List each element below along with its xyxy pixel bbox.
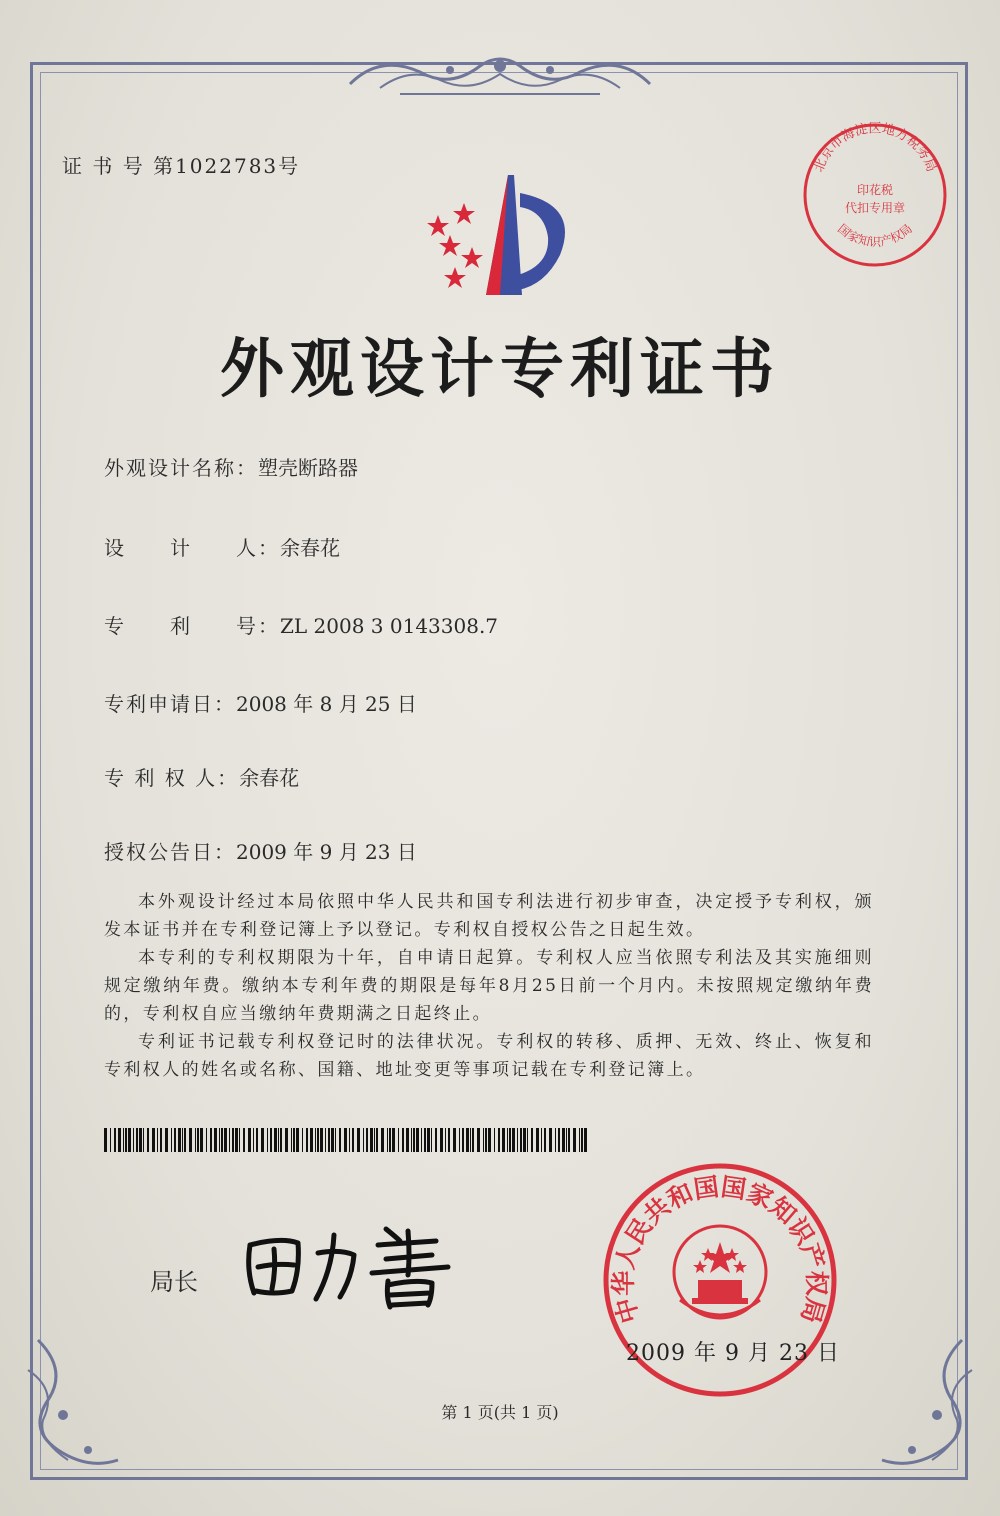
svg-text:国家知识产权局: [835, 222, 915, 249]
barcode-bar: [328, 1128, 330, 1152]
barcode-bar: [424, 1128, 426, 1152]
barcode-bar: [210, 1128, 212, 1152]
body-paragraph: 本专利的专利权期限为十年，自申请日起算。专利权人应当依照专利法及其实施细则规定缴纳年费。缴纳本专利年费的期限是每年8月25日前一个月内。未按照规定缴纳年费的，专利权自应当缴纳年费期满之日起终止。: [104, 948, 874, 1024]
barcode-bar: [184, 1128, 186, 1152]
barcode-bar: [125, 1128, 127, 1152]
barcode-bar: [459, 1128, 460, 1152]
field-value: ZL 2008 3 0143308.7: [280, 614, 499, 638]
barcode-bar: [280, 1128, 282, 1152]
barcode-bar: [157, 1128, 158, 1152]
certificate-body: [104, 888, 874, 1084]
barcode-bar: [139, 1128, 142, 1152]
barcode-bar: [178, 1128, 181, 1152]
barcode-bar: [376, 1128, 378, 1152]
barcode-bar: [171, 1128, 172, 1152]
barcode-bar: [512, 1128, 515, 1152]
barcode-bar: [398, 1128, 399, 1152]
barcode-bar: [232, 1128, 234, 1152]
barcode-bar: [462, 1128, 464, 1152]
barcode-bar: [427, 1128, 430, 1152]
field-label: 授权公告日：: [104, 840, 236, 864]
barcode-bar: [413, 1128, 415, 1152]
barcode-bar: [160, 1128, 162, 1152]
barcode-bar: [520, 1128, 522, 1152]
field-value: 2009 年 9 月 23 日: [236, 840, 417, 864]
barcode-bar: [536, 1128, 539, 1152]
field-value: 余春花: [239, 766, 300, 790]
barcode-bar: [229, 1128, 230, 1152]
director-label: 局长: [150, 1268, 198, 1296]
field-label: 专 利 权 人：: [104, 766, 240, 790]
barcode-bar: [406, 1128, 409, 1152]
barcode-bar: [502, 1128, 505, 1152]
barcode-bar: [261, 1128, 264, 1152]
barcode-bar: [147, 1128, 149, 1152]
tax-stamp-ring-text: 北京市海淀区地方税务局: [811, 121, 939, 175]
barcode-bar: [133, 1128, 134, 1152]
barcode-bar: [239, 1128, 240, 1152]
barcode-bar: [224, 1128, 227, 1152]
issue-date: 2009 年 9 月 23 日: [626, 1341, 840, 1366]
barcode-bar: [488, 1128, 491, 1152]
field-label: 专 利 号：: [104, 614, 280, 638]
barcode-bar: [558, 1128, 560, 1152]
barcode-bar: [339, 1128, 341, 1152]
barcode: [104, 1128, 592, 1152]
barcode-bar: [523, 1128, 526, 1152]
barcode-bar: [152, 1128, 155, 1152]
barcode-bar: [357, 1128, 360, 1152]
barcode-bar: [440, 1128, 443, 1152]
barcode-bar: [431, 1128, 432, 1152]
barcode-bar: [466, 1128, 469, 1152]
field-design-name: [104, 452, 358, 481]
barcode-bar: [253, 1128, 254, 1152]
barcode-bar: [411, 1128, 412, 1152]
barcode-bar: [344, 1128, 347, 1152]
barcode-bar: [310, 1128, 313, 1152]
tax-stamp-line1: 印花税: [856, 183, 894, 197]
patent-office-logo: [420, 175, 590, 300]
barcode-bar: [136, 1128, 138, 1152]
certificate-title: 外观设计专利证书: [220, 332, 780, 407]
barcode-bar: [445, 1128, 446, 1152]
barcode-bar: [387, 1128, 388, 1152]
field-grant-date: [104, 836, 417, 865]
barcode-bar: [392, 1128, 395, 1152]
top-ornament: [340, 44, 660, 106]
barcode-bar: [352, 1128, 354, 1152]
barcode-bar: [285, 1128, 288, 1152]
barcode-bar: [573, 1128, 576, 1152]
barcode-bar: [110, 1128, 111, 1152]
barcode-bar: [165, 1128, 168, 1152]
body-paragraph: 专利证书记载专利权登记时的法律状况。专利权的转移、质押、无效、终止、恢复和专利权人的姓名或名称、国籍、地址变更等事项记载在专利登记簿上。: [104, 1032, 874, 1080]
barcode-bar: [483, 1128, 484, 1152]
barcode-bar: [485, 1128, 487, 1152]
barcode-bar: [189, 1128, 192, 1152]
barcode-bar: [118, 1128, 121, 1152]
barcode-bar: [317, 1128, 319, 1152]
body-paragraph: 本外观设计经过本局依照中华人民共和国专利法进行初步审查，决定授予专利权，颁发本证书并在专利登记簿上予以登记。专利权自授权公告之日起生效。: [104, 892, 874, 940]
barcode-bar: [123, 1128, 124, 1152]
barcode-bar: [477, 1128, 480, 1152]
national-emblem: [674, 1226, 766, 1318]
barcode-bar: [363, 1128, 364, 1152]
barcode-bar: [421, 1128, 422, 1152]
barcode-bar: [182, 1128, 183, 1152]
field-patent-number: [104, 610, 498, 639]
barcode-bar: [498, 1128, 500, 1152]
barcode-bar: [544, 1128, 546, 1152]
barcode-bar: [555, 1128, 556, 1152]
barcode-bar: [278, 1128, 279, 1152]
barcode-bar: [507, 1128, 508, 1152]
svg-text:北京市海淀区地方税务局: [811, 121, 938, 175]
barcode-bar: [143, 1128, 144, 1152]
director-signature: [236, 1215, 456, 1310]
tax-stamp-line2: 代扣专用章: [844, 201, 906, 215]
field-application-date: [104, 688, 417, 717]
field-value: 余春花: [280, 536, 340, 560]
barcode-bar: [293, 1128, 295, 1152]
barcode-bar: [296, 1128, 299, 1152]
barcode-bar: [306, 1128, 308, 1152]
barcode-bar: [566, 1128, 567, 1152]
field-label: 外观设计名称：: [104, 456, 258, 480]
barcode-bar: [214, 1128, 217, 1152]
barcode-bar: [331, 1128, 334, 1152]
barcode-bar: [579, 1128, 580, 1152]
page-number: 第 1 页(共 1 页): [441, 1403, 559, 1422]
barcode-bar: [197, 1128, 199, 1152]
barcode-bar: [435, 1128, 437, 1152]
field-value: 2008 年 8 月 25 日: [236, 692, 417, 716]
barcode-bar: [541, 1128, 542, 1152]
barcode-bar: [527, 1128, 528, 1152]
field-patentee: [104, 762, 299, 791]
barcode-bar: [494, 1128, 495, 1152]
barcode-bar: [568, 1128, 570, 1152]
barcode-bar: [470, 1128, 471, 1152]
barcode-bar: [243, 1128, 245, 1152]
barcode-bar: [335, 1128, 336, 1152]
barcode-bar: [291, 1128, 292, 1152]
field-label: 设 计 人：: [104, 536, 280, 560]
barcode-bar: [517, 1128, 518, 1152]
barcode-bar: [325, 1128, 326, 1152]
barcode-bar: [195, 1128, 196, 1152]
seal-ring-text: 中华人民共和国国家知识产权局: [608, 1172, 832, 1327]
barcode-bar: [270, 1128, 272, 1152]
barcode-bar: [416, 1128, 419, 1152]
barcode-bar: [206, 1128, 207, 1152]
barcode-bar: [174, 1128, 176, 1152]
barcode-bar: [320, 1128, 323, 1152]
barcode-bar: [315, 1128, 316, 1152]
barcode-bar: [370, 1128, 373, 1152]
barcode-bar: [349, 1128, 350, 1152]
barcode-bar: [256, 1128, 258, 1152]
barcode-bar: [381, 1128, 384, 1152]
tax-stamp: [800, 120, 950, 270]
barcode-bar: [302, 1128, 303, 1152]
barcode-bar: [235, 1128, 238, 1152]
barcode-bar: [472, 1128, 474, 1152]
barcode-bar: [389, 1128, 391, 1152]
barcode-bar: [200, 1128, 203, 1152]
barcode-bar: [402, 1128, 404, 1152]
barcode-bar: [267, 1128, 268, 1152]
certificate-number: 证 书 号 第1022783号: [62, 154, 301, 178]
barcode-bar: [374, 1128, 375, 1152]
barcode-bar: [366, 1128, 368, 1152]
field-value: 塑壳断路器: [258, 456, 358, 480]
barcode-bar: [581, 1128, 583, 1152]
barcode-bar: [509, 1128, 511, 1152]
barcode-bar: [221, 1128, 223, 1152]
barcode-bar: [453, 1128, 456, 1152]
barcode-bar: [448, 1128, 450, 1152]
barcode-bar: [531, 1128, 533, 1152]
barcode-bar: [104, 1128, 107, 1152]
barcode-bar: [114, 1128, 116, 1152]
barcode-bar: [248, 1128, 251, 1152]
field-label: 专利申请日：: [104, 692, 236, 716]
barcode-bar: [562, 1128, 565, 1152]
field-designer: [104, 532, 340, 561]
tax-stamp-bottom-text: 国家知识产权局: [835, 221, 915, 249]
barcode-bar: [584, 1128, 587, 1152]
barcode-bar: [128, 1128, 131, 1152]
barcode-bar: [549, 1128, 552, 1152]
barcode-bar: [274, 1128, 277, 1152]
barcode-bar: [219, 1128, 220, 1152]
